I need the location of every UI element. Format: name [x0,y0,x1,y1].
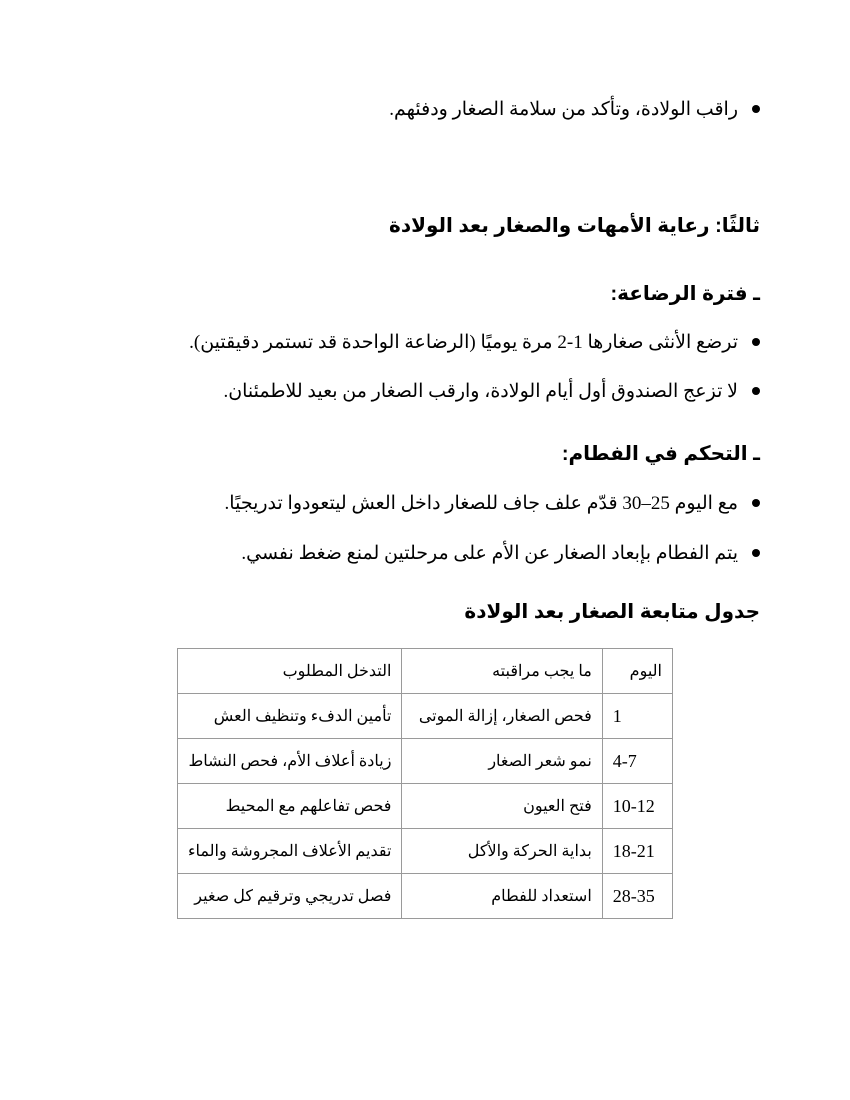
bullet-icon [752,105,760,113]
cell-watch: بداية الحركة والأكل [402,829,602,874]
table-row [178,784,673,829]
nursing-bullet-2 [80,378,760,406]
table-title: جدول متابعة الصغار بعد الولادة [464,601,760,623]
header-watch: ما يجب مراقبته [402,649,602,694]
cell-day: 18-21 [602,829,672,874]
follow-up-table [177,648,673,919]
table-row [178,694,673,739]
cell-action: فحص تفاعلهم مع المحيط [178,784,402,829]
weaning-bullet-1 [80,490,760,518]
cell-watch: استعداد للفطام [402,874,602,919]
table-header-row [178,649,673,694]
header-action: التدخل المطلوب [178,649,402,694]
cell-action: زيادة أعلاف الأم، فحص النشاط [178,739,402,784]
intro-bullet [80,96,760,124]
nursing-title: ـ فترة الرضاعة: [610,283,760,305]
table-row [178,739,673,784]
intro-bullet-text: راقب الولادة، وتأكد من سلامة الصغار ودفئهم. [389,99,738,120]
cell-day: 1 [602,694,672,739]
cell-day: 4-7 [602,739,672,784]
cell-day: 10-12 [602,784,672,829]
weaning-bullet-1-text: مع اليوم 25–30 قدّم علف جاف للصغار داخل العش ليتعودوا تدريجيًا. [224,493,738,514]
weaning-bullet-2 [80,540,760,568]
bullet-icon [752,549,760,557]
cell-action: تأمين الدفء وتنظيف العش [178,694,402,739]
table-row [178,874,673,919]
bullet-icon [752,338,760,346]
weaning-title: ـ التحكم في الفطام: [561,443,760,465]
cell-watch: فحص الصغار، إزالة الموتى [402,694,602,739]
nursing-bullet-1 [80,329,760,357]
header-day: اليوم [602,649,672,694]
bullet-icon [752,387,760,395]
nursing-bullet-2-text: لا تزعج الصندوق أول أيام الولادة، وارقب الصغار من بعيد للاطمئنان. [223,381,738,402]
cell-day: 28-35 [602,874,672,919]
cell-action: تقديم الأعلاف المجروشة والماء [178,829,402,874]
bullet-icon [752,499,760,507]
cell-watch: فتح العيون [402,784,602,829]
weaning-bullet-2-text: يتم الفطام بإبعاد الصغار عن الأم على مرحلتين لمنع ضغط نفسي. [241,543,738,564]
cell-watch: نمو شعر الصغار [402,739,602,784]
table-row [178,829,673,874]
nursing-bullet-1-text: ترضع الأنثى صغارها 1-2 مرة يوميًا (الرضاعة الواحدة قد تستمر دقيقتين). [189,332,738,353]
cell-action: فصل تدريجي وترقيم كل صغير [178,874,402,919]
section-title: ثالثًا: رعاية الأمهات والصغار بعد الولادة [389,215,760,237]
